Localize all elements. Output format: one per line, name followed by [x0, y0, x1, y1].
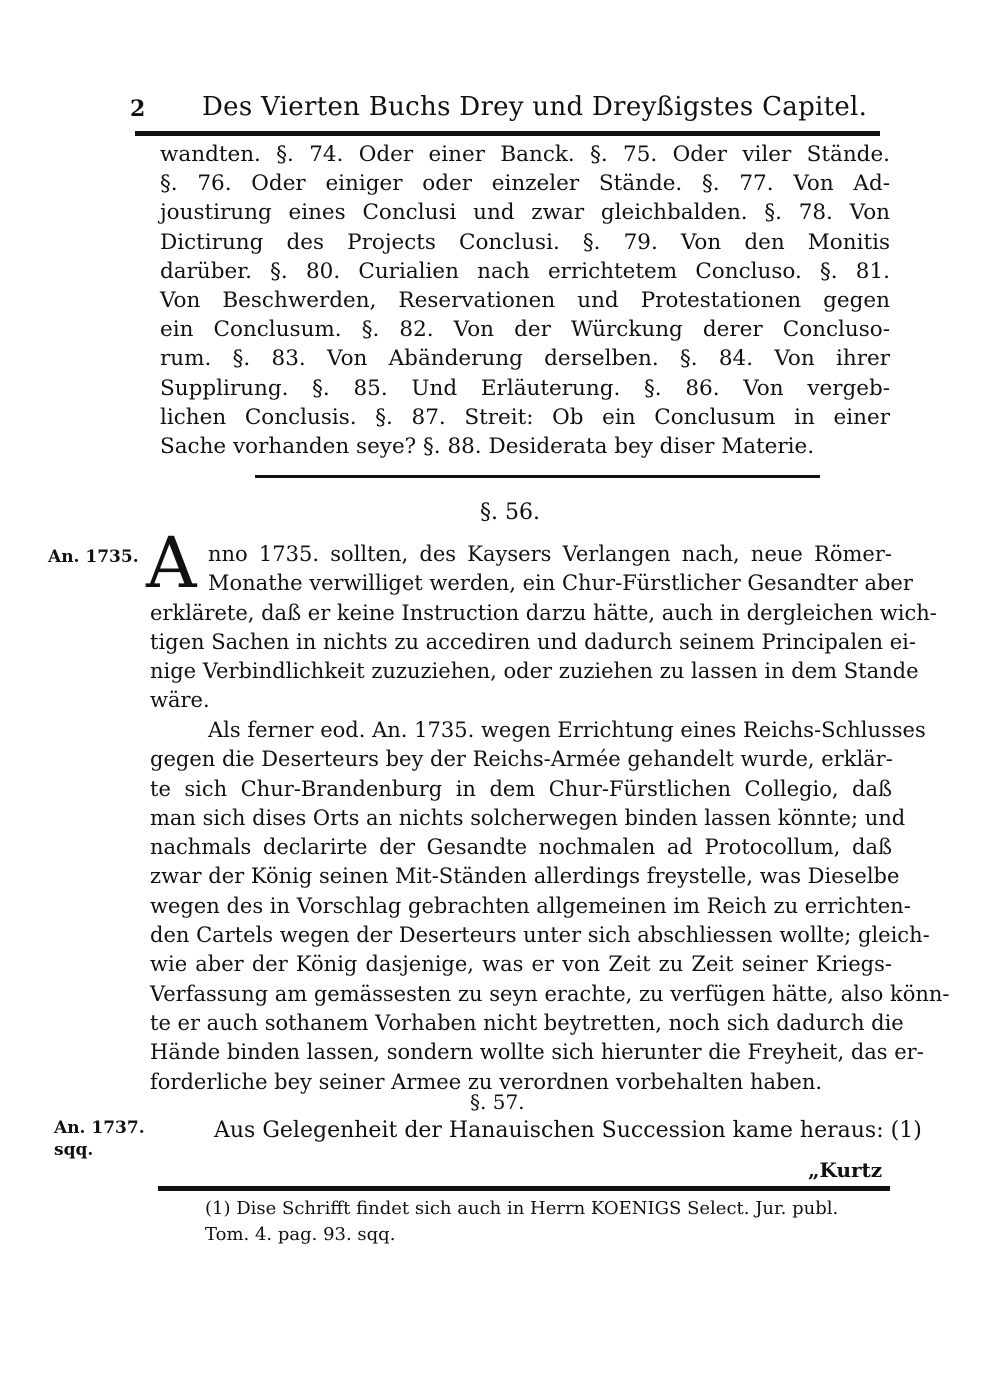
page-header [130, 88, 880, 128]
text-line: den Cartels wegen der Deserteurs unter sich abschliessen wollte; gleich- [150, 923, 930, 948]
section-57-text [150, 1116, 922, 1145]
text-line: Monathe verwilliget werden, ein Chur-Fürstlicher Gesandter aber [208, 571, 913, 596]
summary-line: joustirung eines Conclusi und zwar gleichbalden. §. 78. Von [160, 200, 890, 226]
text-line: nno 1735. sollten, des Kaysers Verlangen nach, neue Römer- [208, 542, 892, 566]
footnote-line: (1) Dise Schrifft findet sich auch in Herrn KOENIGS Select. Jur. publ. [205, 1198, 839, 1219]
margin-note-year-1735: An. 1735. [48, 547, 139, 567]
summary-line: ein Conclusum. §. 82. Von der Würckung derer Concluso- [160, 317, 890, 343]
text-line: forderliche bey seiner Armee zu verordnen vorbehalten haben. [150, 1069, 823, 1094]
margin-note-line: An. 1737. [54, 1118, 145, 1138]
text-line: te sich Chur-Brandenburg in dem Chur-Fürstlichen Collegio, daß [150, 776, 892, 801]
summary-divider [255, 475, 820, 478]
header-rule [135, 131, 880, 136]
summary-line: rum. §. 83. Von Abänderung derselben. §. 84. Von ihrer [160, 346, 890, 372]
text-line: zwar der König seinen Mit-Ständen allerdings freystelle, was Dieselbe [150, 864, 900, 889]
text-line: te er auch sothanem Vorhaben nicht beytretten, noch sich dadurch die [150, 1010, 904, 1035]
text-line: gegen die Deserteurs bey der Reichs-Armée gehandelt wurde, erklär- [150, 747, 893, 772]
summary-line: §. 76. Oder einiger oder einzeler Stände. §. 77. Von Ad- [160, 171, 890, 197]
section-heading-57: §. 57. [470, 1090, 525, 1114]
summary-line: Supplirung. §. 85. Und Erläuterung. §. 86. Von vergeb- [160, 375, 890, 401]
text-line: Hände binden lassen, sondern wollte sich hierunter die Freyheit, das er- [150, 1040, 924, 1065]
text-line: wie aber der König dasjenige, was er von Zeit zu Zeit seiner Kriegs- [150, 952, 892, 977]
chapter-summary [160, 140, 890, 461]
page-number: 2 [130, 96, 146, 122]
catchword: „Kurtz [808, 1158, 883, 1182]
text-line: wegen des in Vorschlag gebrachten allgemeinen im Reich zu errichten- [150, 893, 911, 918]
text-line: Als ferner eod. An. 1735. wegen Errichtung eines Reichs-Schlusses [208, 718, 926, 742]
footnote-rule [158, 1186, 890, 1191]
text-line: wäre. [150, 688, 210, 713]
section-heading-56: §. 56. [480, 500, 540, 525]
text-line: erklärete, daß er keine Instruction darzu hätte, auch in dergleichen wich- [150, 600, 937, 625]
text-line: man sich dises Orts an nichts solcherwegen binden lassen könnte; und [150, 805, 906, 830]
text-line: tigen Sachen in nichts zu accediren und dadurch seinem Principalen ei- [150, 629, 916, 654]
summary-line: Sache vorhanden seye? §. 88. Desiderata bey diser Materie. [160, 434, 815, 460]
running-title: Des Vierten Buchs Drey und Dreyßigstes Capitel. [202, 92, 868, 122]
section-56-paragraph-2 [150, 716, 950, 1097]
drop-cap: A [146, 522, 197, 604]
section-56-paragraph-1 [150, 540, 937, 716]
text-line: nige Verbindlichkeit zuzuziehen, oder zuziehen zu lassen in dem Stande [150, 659, 919, 684]
margin-note-year-1737 [54, 1117, 145, 1161]
text-line: Aus Gelegenheit der Hanauischen Succession kame heraus: (1) [214, 1118, 922, 1143]
summary-line: lichen Conclusis. §. 87. Streit: Ob ein Conclusum in einer [160, 404, 890, 430]
text-line: Verfassung am gemässesten zu seyn erachte, zu verfügen hätte, also könn- [150, 981, 950, 1006]
summary-line: Dictirung des Projects Conclusi. §. 79. Von den Monitis [160, 229, 890, 255]
footnote-line: Tom. 4. pag. 93. sqq. [205, 1224, 396, 1245]
summary-line: wandten. §. 74. Oder einer Banck. §. 75. Oder viler Stände. [160, 142, 890, 167]
footnote [205, 1196, 895, 1248]
summary-line: darüber. §. 80. Curialien nach errichtetem Concluso. §. 81. [160, 258, 890, 284]
margin-note-line: sqq. [54, 1140, 94, 1160]
summary-line: Von Beschwerden, Reservationen und Protestationen gegen [160, 288, 890, 314]
text-line: nachmals declarirte der Gesandte nochmalen ad Protocollum, daß [150, 835, 892, 860]
